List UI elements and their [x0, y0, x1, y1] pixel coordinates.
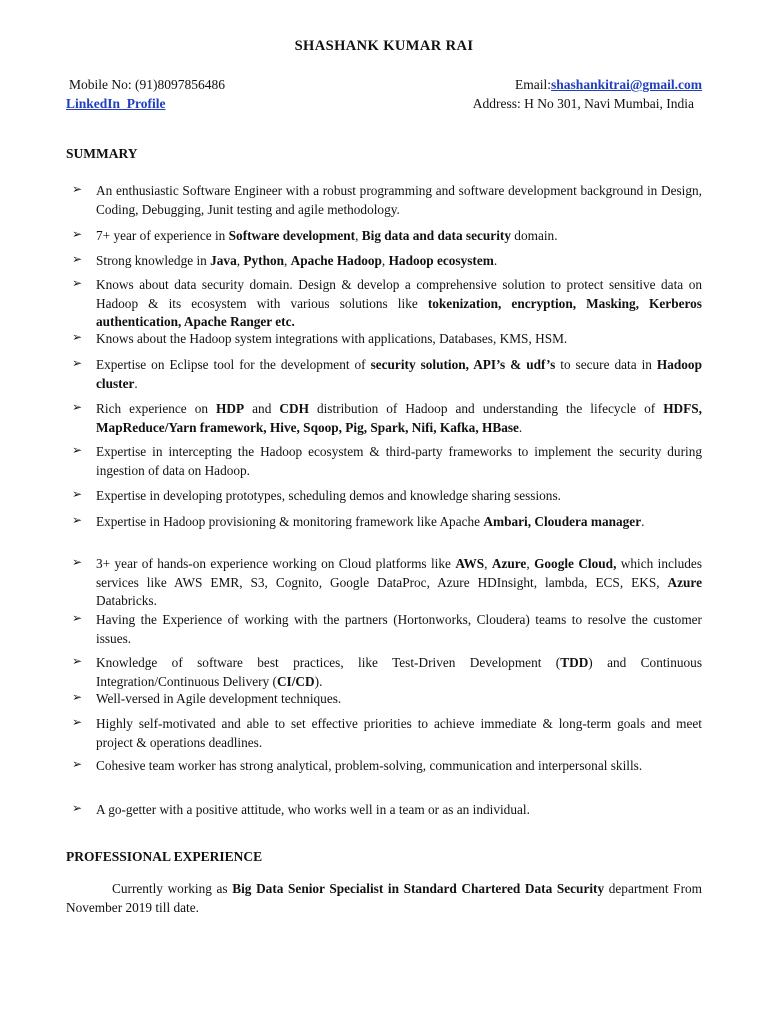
email-link[interactable]: shashankitrai@gmail.com: [551, 77, 702, 92]
text-run: to secure data in: [555, 357, 657, 372]
text-run: ,: [236, 253, 244, 268]
text-run: A go-getter with a positive attitude, who works well in a team or as an individual.: [96, 802, 530, 817]
summary-item: [72, 443, 702, 480]
summary-item-text: [96, 443, 702, 480]
bold-term: Java: [210, 253, 237, 268]
text-run: and: [244, 401, 280, 416]
bold-term: Python: [243, 253, 285, 268]
bold-term: security solution, API’s & udf’s: [370, 357, 556, 372]
text-run: .: [134, 375, 138, 391]
address: Address: H No 301, Navi Mumbai, India: [472, 96, 694, 111]
summary-item-text: [96, 801, 702, 820]
bold-term: Ambari, Cloudera manager: [483, 514, 642, 529]
text-run: ,: [355, 228, 362, 243]
summary-item: [72, 690, 702, 709]
text-run: Expertise in Hadoop provisioning & monitoring framework like Apache: [96, 514, 484, 529]
arrow-bullet-icon: ➢: [72, 513, 83, 527]
experience-role: Big Data Senior Specialist in Standard Chartered Data Security: [232, 881, 605, 896]
summary-item: [72, 252, 702, 271]
summary-item-text: [96, 611, 702, 648]
text-run: Well-versed in Agile development techniques.: [96, 691, 342, 706]
linkedin-link[interactable]: LinkedIn_Profile: [66, 96, 166, 111]
arrow-bullet-icon: ➢: [72, 555, 83, 569]
text-run: Rich experience on: [96, 401, 217, 416]
text-run: Databricks.: [96, 593, 157, 608]
text-run: .: [641, 514, 645, 529]
text-run: 3+ year of hands-on experience working on Cloud platforms like: [96, 556, 456, 571]
summary-item-text: [96, 276, 702, 332]
text-run: distribution of Hadoop and understanding the lifecycle of: [308, 401, 664, 416]
bold-term: Google Cloud,: [534, 556, 617, 571]
text-run: Cohesive team worker has strong analytical, problem-solving, communication and interpersonal skills.: [96, 758, 643, 773]
summary-item-text: [96, 513, 702, 532]
bold-term: HDP: [216, 401, 245, 416]
arrow-bullet-icon: ➢: [72, 182, 83, 196]
summary-item-text: [96, 356, 702, 393]
summary-item: [72, 400, 702, 437]
email-block: [515, 76, 702, 94]
arrow-bullet-icon: ➢: [72, 715, 83, 729]
bold-term: Apache Hadoop: [290, 253, 382, 268]
bold-term: AWS: [455, 556, 485, 571]
summary-item-text: [96, 400, 702, 437]
text-run: ,: [484, 556, 492, 571]
summary-item-text: [96, 487, 702, 506]
text-run: Expertise in developing prototypes, scheduling demos and knowledge sharing sessions.: [96, 488, 561, 503]
arrow-bullet-icon: ➢: [72, 443, 83, 457]
contact-row-2: [66, 95, 702, 113]
summary-item-text: [96, 715, 702, 752]
arrow-bullet-icon: ➢: [72, 487, 83, 501]
text-run: Having the Experience of working with the partners (Hortonworks, Cloudera) teams to resolve the customer issues.: [96, 612, 702, 646]
arrow-bullet-icon: ➢: [72, 611, 83, 625]
mobile-number: Mobile No: (91)8097856486: [69, 77, 225, 92]
text-run: Knows about the Hadoop system integrations with applications, Databases, KMS, HSM.: [96, 331, 568, 346]
text-run: ,: [381, 253, 389, 268]
text-run: ,: [526, 556, 535, 571]
experience-paragraph: [66, 880, 702, 917]
text-run: .: [518, 419, 523, 435]
arrow-bullet-icon: ➢: [72, 757, 83, 771]
text-run: domain.: [510, 228, 558, 243]
summary-item-text: [96, 330, 702, 349]
text-run: 7+ year of experience in: [96, 228, 229, 243]
text-run: Knowledge of software best practices, like Test-Driven Development (: [96, 655, 561, 670]
experience-intro: Currently working as: [112, 881, 233, 896]
bold-term: Azure: [667, 574, 702, 590]
text-run: ,: [284, 253, 291, 268]
summary-item: [72, 182, 702, 219]
bold-term: Hadoop cluster: [96, 357, 702, 391]
summary-item: [72, 654, 702, 691]
summary-item-text: [96, 252, 702, 271]
summary-item: [72, 487, 702, 506]
text-run: .: [493, 253, 498, 268]
arrow-bullet-icon: ➢: [72, 400, 83, 414]
summary-item-text: [96, 654, 702, 691]
summary-item-text: [96, 227, 702, 246]
arrow-bullet-icon: ➢: [72, 690, 83, 704]
text-run: Strong knowledge in: [96, 253, 211, 268]
bold-term: CDH: [279, 401, 309, 416]
bold-term: Big data and data security: [361, 228, 511, 243]
summary-item: [72, 356, 702, 393]
text-run: Expertise in intercepting the Hadoop ecosystem & third-party frameworks to implement the security during ingestion of data on Hadoop.: [96, 444, 702, 478]
text-run: Highly self-motivated and able to set effective priorities to achieve immediate & long-term goals and meet project & operations deadlines.: [96, 716, 702, 750]
summary-item: [72, 276, 702, 332]
experience-rest: department From November 2019 till date.: [66, 881, 702, 915]
summary-item: [72, 801, 702, 820]
arrow-bullet-icon: ➢: [72, 801, 83, 815]
arrow-bullet-icon: ➢: [72, 227, 83, 241]
bold-term: tokenization, encryption, Masking, Kerberos authentication, Apache Ranger etc.: [96, 295, 702, 329]
bold-term: Software development: [228, 228, 356, 243]
text-run: Expertise on Eclipse tool for the development of: [96, 357, 371, 372]
summary-item: [72, 555, 702, 611]
text-run: ) and Continuous Integration/Continuous Delivery (: [96, 655, 702, 689]
bold-term: Azure: [491, 556, 527, 571]
bold-term: CI/CD: [276, 673, 315, 689]
text-run: which includes services like AWS EMR, S3, Cognito, Google DataProc, Azure HDInsight, lambda, ECS, EKS,: [96, 556, 702, 590]
text-run: Knows about data security domain. Design & develop a comprehensive solution to protect sensitive data on Hadoop & its ecosystem with various solutions like: [96, 277, 702, 311]
summary-heading: SUMMARY: [66, 146, 138, 161]
arrow-bullet-icon: ➢: [72, 252, 83, 266]
arrow-bullet-icon: ➢: [72, 276, 83, 290]
email-label: Email:: [515, 77, 552, 92]
bold-term: HDFS, MapReduce/Yarn framework, Hive, Sqoop, Pig, Spark, Nifi, Kafka, HBase: [96, 401, 702, 435]
summary-item: [72, 330, 702, 349]
arrow-bullet-icon: ➢: [72, 330, 83, 344]
text-run: ).: [314, 673, 323, 689]
bold-term: TDD: [560, 655, 589, 670]
summary-item: [72, 227, 702, 246]
arrow-bullet-icon: ➢: [72, 654, 83, 668]
summary-item: [72, 611, 702, 648]
contact-row-1: [66, 76, 702, 94]
summary-item: [72, 715, 702, 752]
summary-item: [72, 513, 702, 532]
summary-item-text: [96, 757, 702, 776]
arrow-bullet-icon: ➢: [72, 356, 83, 370]
text-run: An enthusiastic Software Engineer with a robust programming and software development background in Design, Coding, Debugging, Junit testing and agile methodology.: [96, 183, 702, 217]
candidate-name: SHASHANK KUMAR RAI: [294, 38, 474, 54]
bold-term: Hadoop ecosystem: [388, 253, 494, 268]
summary-item-text: [96, 690, 702, 709]
summary-item: [72, 757, 702, 776]
experience-heading: PROFESSIONAL EXPERIENCE: [66, 849, 263, 864]
summary-item-text: [96, 555, 702, 611]
summary-item-text: [96, 182, 702, 219]
